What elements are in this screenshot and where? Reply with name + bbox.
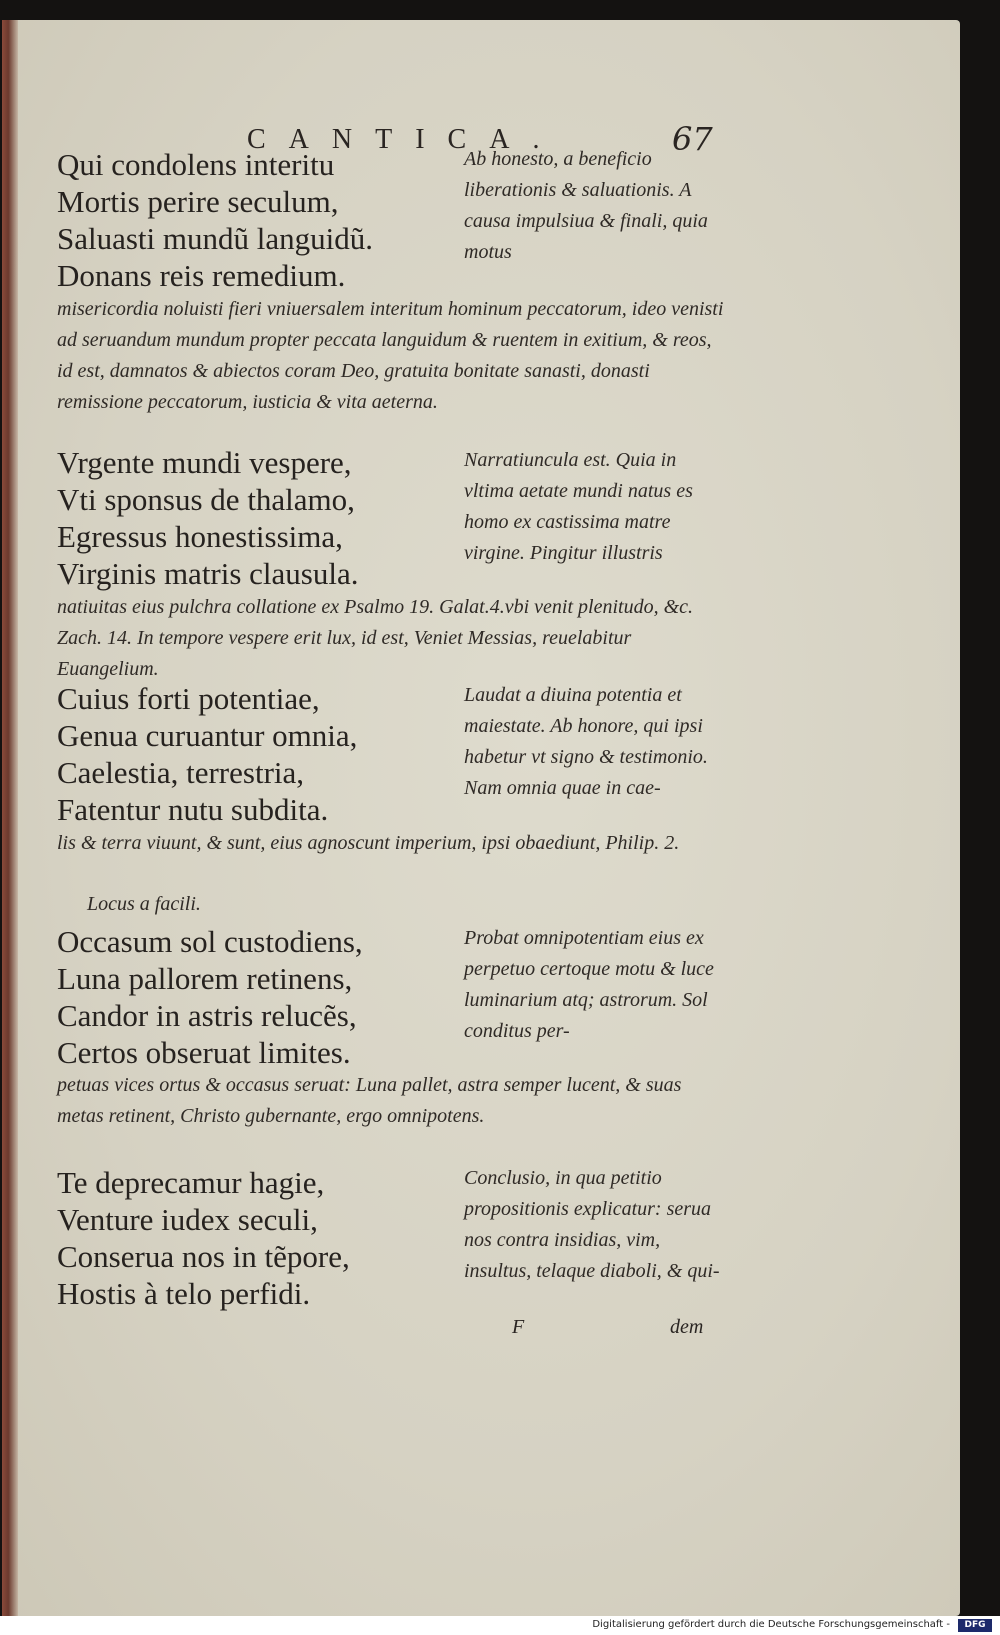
verse-line: Candor in astris relucẽs, <box>57 998 357 1033</box>
verse-line: Vti sponsus de thalamo, <box>57 482 355 517</box>
verse-line: Virginis matris clausula. <box>57 556 359 591</box>
commentary: petuas vices ortus & occasus seruat: Luna pallet, astra semper lucent, & suas metas retinent, Christo gubernante, ergo omnipotens. <box>57 1074 682 1127</box>
commentary: misericordia noluisti fieri vniuersalem interitum hominum peccatorum, ideo venisti ad seruandum mundum propter peccata languidum & ruentem in exitium, & reos, id est, damnatos & abiectos coram Deo, gratuita bonitate sanasti, donasti remissione peccatorum, iusticia & vita aeterna. <box>57 298 724 413</box>
verse-line: Caelestia, terrestria, <box>57 755 305 790</box>
verse-line: Luna pallorem retinens, <box>57 961 353 996</box>
side-note: Conclusio, in qua petitio propositionis explicatur: serua nos contra insidias, vim, insultus, telaque diaboli, & qui- <box>464 1167 720 1282</box>
locus-note: Locus a facili. <box>87 893 201 915</box>
verse-line: Hostis à telo perfidi. <box>57 1276 311 1311</box>
verse-line: Saluasti mundũ languidũ. <box>57 221 374 256</box>
page-number: 67 <box>672 120 713 158</box>
side-note: Probat omnipotentiam eius ex perpetuo certoque motu & luce luminarium atq; astrorum. Sol conditus per- <box>464 927 714 1042</box>
verse-line: Conserua nos in tẽpore, <box>57 1239 350 1274</box>
verse-line: Egressus honestissima, <box>57 519 343 554</box>
commentary: natiuitas eius pulchra collatione ex Psalmo 19. Galat.4.vbi venit plenitudo, &c. Zach. 14. In tempore vespere erit lux, id est, Veniet Messias, reuelabitur Euangelium. <box>57 596 694 680</box>
verse-line: Genua curuantur omnia, <box>57 718 358 753</box>
page-gutter <box>2 20 18 1616</box>
commentary: lis & terra viuunt, & sunt, eius agnoscunt imperium, ipsi obaediunt, Philip. 2. <box>57 832 680 854</box>
side-note: Ab honesto, a beneficio liberationis & saluationis. A causa impulsiua & finali, quia motus <box>464 148 708 263</box>
verse-line: Occasum sol custodiens, <box>57 924 363 959</box>
signature-mark: F <box>512 1316 525 1338</box>
running-title: CANTICA. <box>247 124 563 155</box>
side-note: Narratiuncula est. Quia in vltima aetate mundi natus es homo ex castissima matre virgine. Pingitur illustris <box>464 449 693 564</box>
verse-line: Cuius forti potentiae, <box>57 681 320 716</box>
verse-line: Te deprecamur hagie, <box>57 1165 325 1200</box>
verse-line: Certos obseruat limites. <box>57 1035 351 1070</box>
verse-line: Fatentur nutu subdita. <box>57 792 329 827</box>
book-page <box>2 20 960 1616</box>
verse-line: Vrgente mundi vespere, <box>57 445 352 480</box>
verse-line: Mortis perire seculum, <box>57 184 339 219</box>
dfg-logo: DFG <box>958 1619 992 1632</box>
verse-line: Qui condolens interitu <box>57 147 335 182</box>
side-note: Laudat a diuina potentia et maiestate. Ab honore, qui ipsi habetur vt signo & testimonio. Nam omnia quae in cae- <box>464 684 708 799</box>
verse-line: Venture iudex seculi, <box>57 1202 318 1237</box>
funding-credit: Digitalisierung gefördert durch die Deutsche Forschungsgemeinschaft - <box>592 1619 950 1630</box>
verse-line: Donans reis remedium. <box>57 258 346 293</box>
catchword: dem <box>670 1316 704 1338</box>
